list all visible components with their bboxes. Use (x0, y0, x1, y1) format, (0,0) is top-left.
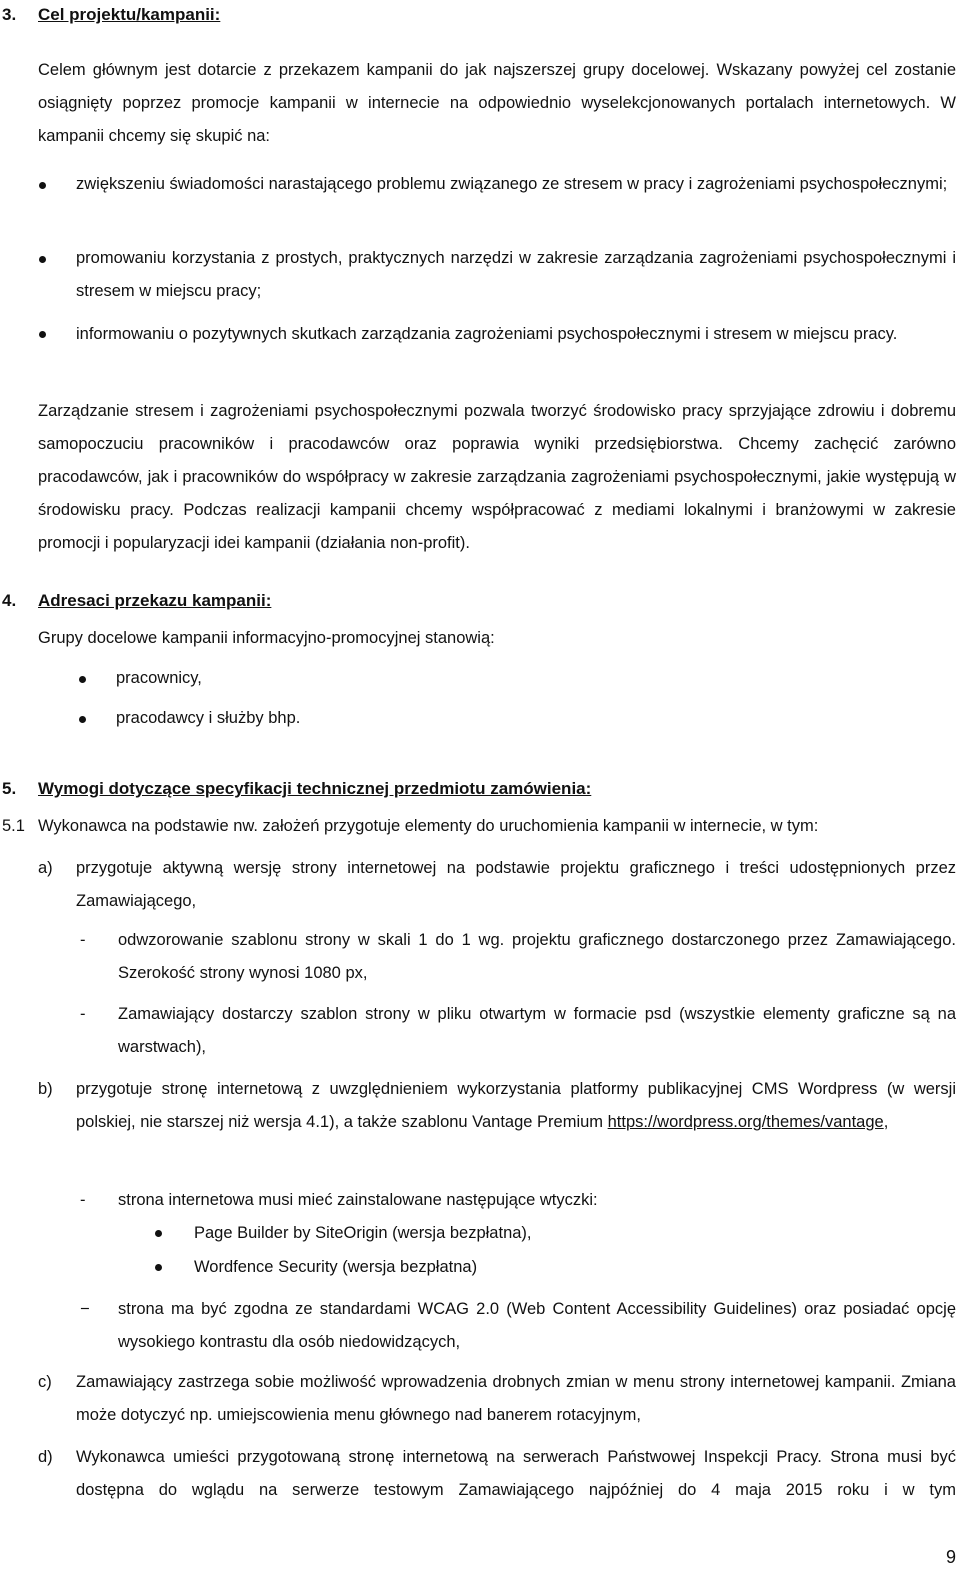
dash-marker: - (80, 1191, 86, 1209)
section-3-intro: Celem głównym jest dotarcie z przekazem kampanii do jak najszerszej grupy docelowej. Wskazany powyżej cel zostanie osiągnięty poprzez promocje kampanii w internecie na odpowiednio wyselekcjonowanych portalach internetowych. W kampanii chcemy się skupić na: (38, 61, 956, 145)
dash-marker: - (80, 931, 86, 949)
bullet-icon (39, 256, 46, 263)
bullet-icon (39, 182, 46, 189)
section-5-title: Wymogi dotyczące specyfikacji technicznej przedmiotu zamówienia: (38, 779, 592, 798)
section-5-heading (2, 778, 592, 800)
item-a-dash-1: odwzorowanie szablonu strony w skali 1 do 1 wg. projektu graficznego dostarczonego przez Zamawiającego. Szerokość strony wynosi 1080 px, (118, 931, 956, 982)
bullet-icon (155, 1264, 162, 1271)
bullet-icon (39, 331, 46, 338)
plugin-1: Page Builder by SiteOrigin (wersja bezpłatna), (194, 1224, 532, 1242)
section-3-bullet-3: informowaniu o pozytywnych skutkach zarządzania zagrożeniami psychospołecznymi i stresem w miejscu pracy. (76, 325, 898, 343)
item-b-dash-2: strona ma być zgodna ze standardami WCAG 2.0 (Web Content Accessibility Guidelines) oraz posiadać opcję wysokiego kontrastu dla osób niedowidzących, (118, 1300, 956, 1351)
item-b-text-2: , (883, 1113, 889, 1131)
bullet-icon (155, 1230, 162, 1237)
section-5-number: 5. (2, 779, 17, 798)
item-b-text (76, 1073, 956, 1139)
section-4-bullet-2: pracodawcy i służby bhp. (116, 709, 301, 727)
bullet-icon (79, 676, 86, 683)
section-4-heading (2, 590, 272, 612)
subsection-5-1-text: Wykonawca na podstawie nw. założeń przygotuje elementy do uruchomienia kampanii w internecie, w tym: (38, 817, 819, 835)
item-d-marker: d) (38, 1448, 53, 1466)
section-4-title: Adresaci przekazu kampanii: (38, 591, 272, 610)
plugin-2: Wordfence Security (wersja bezpłatna) (194, 1258, 478, 1276)
dash-marker: - (80, 1005, 86, 1023)
section-3-title: Cel projektu/kampanii: (38, 5, 221, 24)
section-3-bullet-1: zwiększeniu świadomości narastającego problemu związanego ze stresem w pracy i zagrożeniami psychospołecznymi; (76, 175, 948, 193)
vantage-theme-link[interactable]: https://wordpress.org/themes/vantage (607, 1113, 884, 1131)
section-4-intro: Grupy docelowe kampanii informacyjno-promocyjnej stanowią: (38, 629, 495, 647)
item-d-text: Wykonawca umieści przygotowaną stronę internetową na serwerach Państwowej Inspekcji Pracy. Strona musi być dostępna do wglądu na serwerze testowym Zamawiającego najpóźniej do 4 maja 2015 roku i w tym (76, 1448, 956, 1499)
section-3-number: 3. (2, 5, 17, 24)
item-a-text: przygotuje aktywną wersję strony internetowej na podstawie projektu graficznego i treści udostępnionych przez Zamawiającego, (76, 859, 956, 910)
item-b-text-1: przygotuje stronę internetową z uwzględnieniem wykorzystania platformy publikacyjnej CMS Wordpress (w wersji polskiej, nie starszej niż wersja 4.1), a także szablonu Vantage Premium (76, 1080, 956, 1131)
section-3-closing: Zarządzanie stresem i zagrożeniami psychospołecznymi pozwala tworzyć środowisko pracy sprzyjające zdrowiu i dobremu samopoczuciu pracowników i pracodawców oraz poprawia wyniki przedsiębiorstwa. Chcemy zachęcić zarówno pracodawców, jak i pracowników do współpracy w zakresie zarządzania zagrożeniami psychospołecznymi, jakie występują w środowisku pracy. Podczas realizacji kampanii chcemy współpracować z mediami lokalnymi i branżowymi w zakresie promocji i popularyzacji idei kampanii (działania non-profit). (38, 402, 956, 552)
section-3-heading (2, 4, 221, 26)
section-4-number: 4. (2, 591, 17, 610)
item-c-text: Zamawiający zastrzega sobie możliwość wprowadzenia drobnych zmian w menu strony internetowej kampanii. Zmiana może dotyczyć np. umiejscowienia menu głównego nad banerem rotacyjnym, (76, 1373, 956, 1424)
page-number: 9 (945, 1547, 956, 1567)
item-a-dash-2: Zamawiający dostarczy szablon strony w pliku otwartym w formacie psd (wszystkie elementy graficzne są na warstwach), (118, 1005, 956, 1056)
section-4-bullet-1: pracownicy, (116, 669, 202, 687)
subsection-5-1-number: 5.1 (2, 817, 25, 835)
dash-marker: − (80, 1300, 90, 1318)
item-c-marker: c) (38, 1373, 52, 1391)
item-b-dash-1: strona internetowa musi mieć zainstalowane następujące wtyczki: (118, 1191, 598, 1209)
section-3-bullet-2: promowaniu korzystania z prostych, praktycznych narzędzi w zakresie zarządzania zagrożeniami psychospołecznymi i stresem w miejscu pracy; (76, 249, 956, 300)
bullet-icon (79, 716, 86, 723)
item-b-marker: b) (38, 1080, 53, 1098)
item-a-marker: a) (38, 859, 53, 877)
